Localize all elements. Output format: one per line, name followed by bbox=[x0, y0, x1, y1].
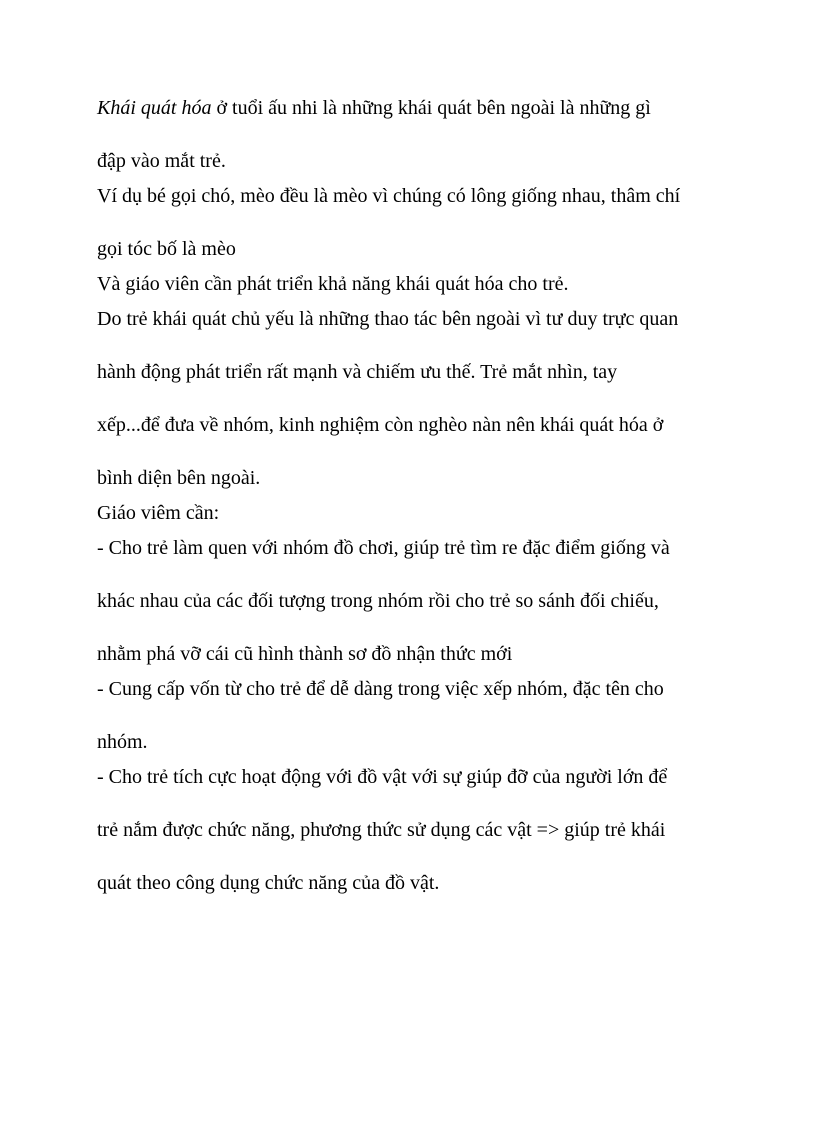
paragraph-line: gọi tóc bố là mèo bbox=[97, 238, 236, 260]
paragraph-line: trẻ nắm được chức năng, phương thức sử dụng các vật => giúp trẻ khái bbox=[97, 819, 666, 841]
paragraph-line: quát theo công dụng chức năng của đồ vật. bbox=[97, 872, 440, 894]
paragraph-line: Và giáo viên cần phát triển khả năng khái quát hóa cho trẻ. bbox=[97, 273, 569, 295]
paragraph-line: Giáo viêm cần: bbox=[97, 502, 220, 524]
paragraph-line: nhằm phá vỡ cái cũ hình thành sơ đồ nhận thức mới bbox=[97, 643, 513, 665]
paragraph-line bbox=[97, 95, 737, 121]
emphasized-term: Khái quát hóa bbox=[97, 97, 212, 119]
line-text: ở tuổi ấu nhi là những khái quát bên ngoài là những gì bbox=[211, 97, 651, 119]
paragraph-line: - Cho trẻ tích cực hoạt động với đồ vật với sự giúp đỡ của người lớn để bbox=[97, 766, 668, 788]
paragraph-line: - Cho trẻ làm quen với nhóm đồ chơi, giúp trẻ tìm re đặc điểm giống và bbox=[97, 537, 670, 559]
paragraph-line: đập vào mắt trẻ. bbox=[97, 150, 226, 172]
paragraph-line: - Cung cấp vốn từ cho trẻ để dễ dàng trong việc xếp nhóm, đặc tên cho bbox=[97, 678, 664, 700]
paragraph-line: khác nhau của các đối tượng trong nhóm rồi cho trẻ so sánh đối chiếu, bbox=[97, 590, 659, 612]
paragraph-line: xếp...để đưa về nhóm, kinh nghiệm còn nghèo nàn nên khái quát hóa ở bbox=[97, 414, 664, 436]
paragraph-line: nhóm. bbox=[97, 731, 148, 753]
paragraph-line: Do trẻ khái quát chủ yếu là những thao tác bên ngoài vì tư duy trực quan bbox=[97, 308, 679, 330]
document-body bbox=[97, 95, 737, 896]
paragraph-line: Ví dụ bé gọi chó, mèo đều là mèo vì chúng có lông giống nhau, thâm chí bbox=[97, 185, 681, 207]
paragraph-line: bình diện bên ngoài. bbox=[97, 467, 261, 489]
paragraph-line: hành động phát triển rất mạnh và chiếm ưu thế. Trẻ mắt nhìn, tay bbox=[97, 361, 618, 383]
